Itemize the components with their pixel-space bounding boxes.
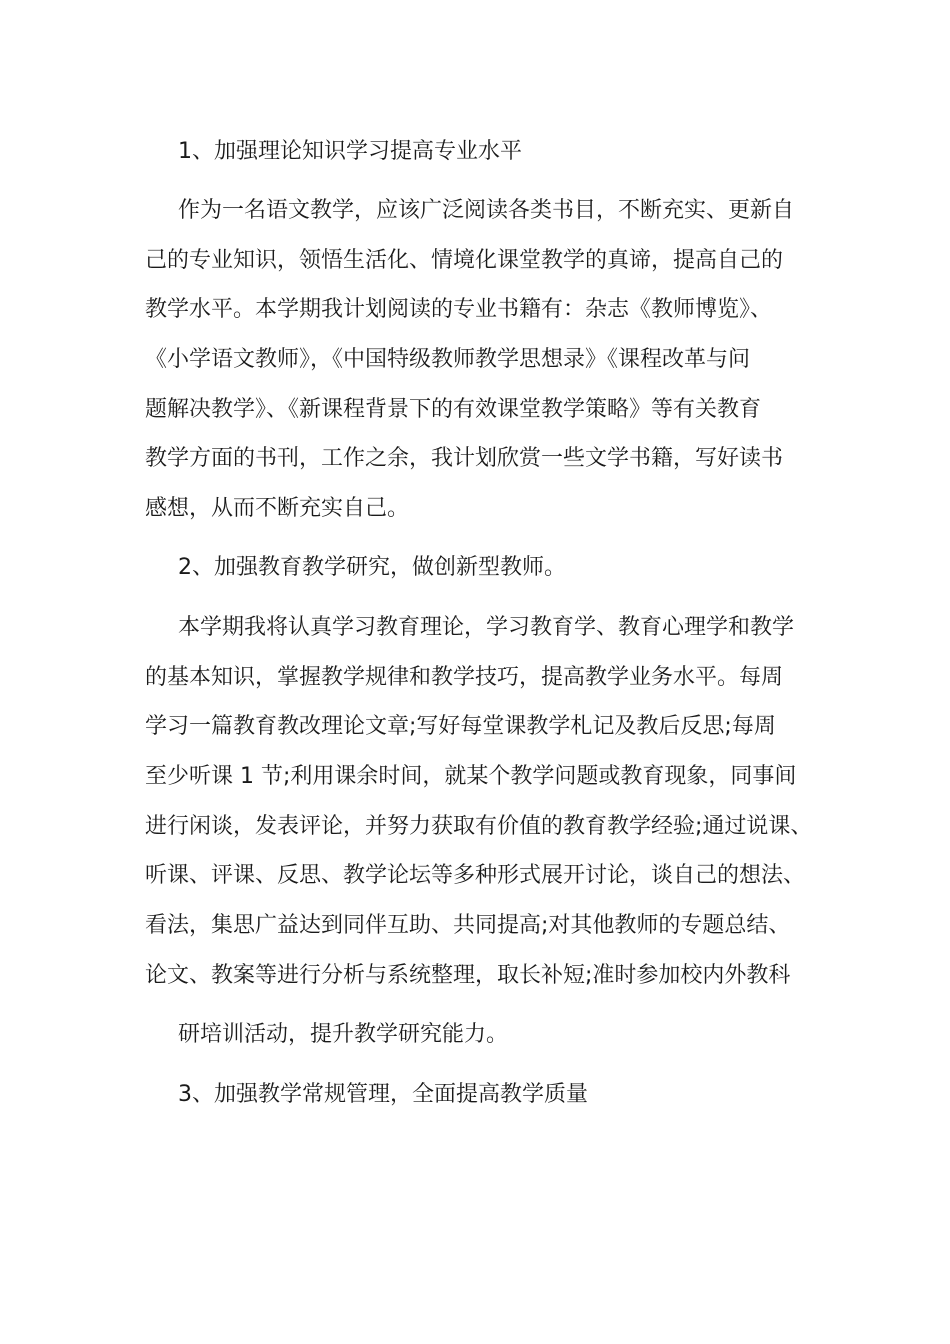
paragraph-2-line: 本学期我将认真学习教育理论，学习教育学、教育心理学和教学 <box>178 615 795 640</box>
paragraph-2-line: 学习一篇教育教改理论文章;写好每堂课教学札记及教后反思;每周 <box>145 714 776 740</box>
paragraph-1-line: 《小学语文教师》，《中国特级教师教学思想录》《课程改革与问 <box>145 347 751 373</box>
paragraph-1-line: 题解决教学》、《新课程背景下的有效课堂教学策略》等有关教育 <box>145 396 762 422</box>
paragraph-1-line: 作为一名语文教学，应该广泛阅读各类书目，不断充实、更新自 <box>178 198 795 223</box>
paragraph-1-line: 教学方面的书刊，工作之余，我计划欣赏一些文学书籍，写好读书 <box>145 446 784 472</box>
paragraph-1-line: 感想，从而不断充实自己。 <box>145 496 410 522</box>
paragraph-2 <box>145 603 813 1001</box>
paragraph-2-line: 听课、评课、反思、教学论坛等多种形式展开讨论，谈自己的想法、 <box>145 863 806 889</box>
section-heading-2: 2、加强教育教学研究，做创新型教师。 <box>178 555 566 580</box>
paragraph-2-continuation: 研培训活动，提升教学研究能力。 <box>178 1022 509 1047</box>
paragraph-2-line: 的基本知识，掌握教学规律和教学技巧，提高教学业务水平。每周 <box>145 664 784 690</box>
paragraph-1 <box>145 186 810 534</box>
paragraph-2-line: 看法，集思广益达到同伴互助、共同提高;对其他教师的专题总结、 <box>145 913 791 939</box>
paragraph-1-line: 己的专业知识，领悟生活化、情境化课堂教学的真谛，提高自己的 <box>145 247 784 273</box>
section-heading-1: 1、加强理论知识学习提高专业水平 <box>178 139 522 164</box>
section-heading-3: 3、加强教学常规管理，全面提高教学质量 <box>178 1082 588 1107</box>
paragraph-2-line: 论文、教案等进行分析与系统整理，取长补短;准时参加校内外教科 <box>145 962 791 988</box>
paragraph-1-line: 教学水平。本学期我计划阅读的专业书籍有：杂志《教师博览》、 <box>145 297 773 323</box>
paragraph-2-line: 至少听课 1 节;利用课余时间，就某个教学问题或教育现象，同事间 <box>145 764 797 790</box>
paragraph-2-line: 进行闲谈，发表评论，并努力获取有价值的教育教学经验;通过说课、 <box>145 813 813 839</box>
